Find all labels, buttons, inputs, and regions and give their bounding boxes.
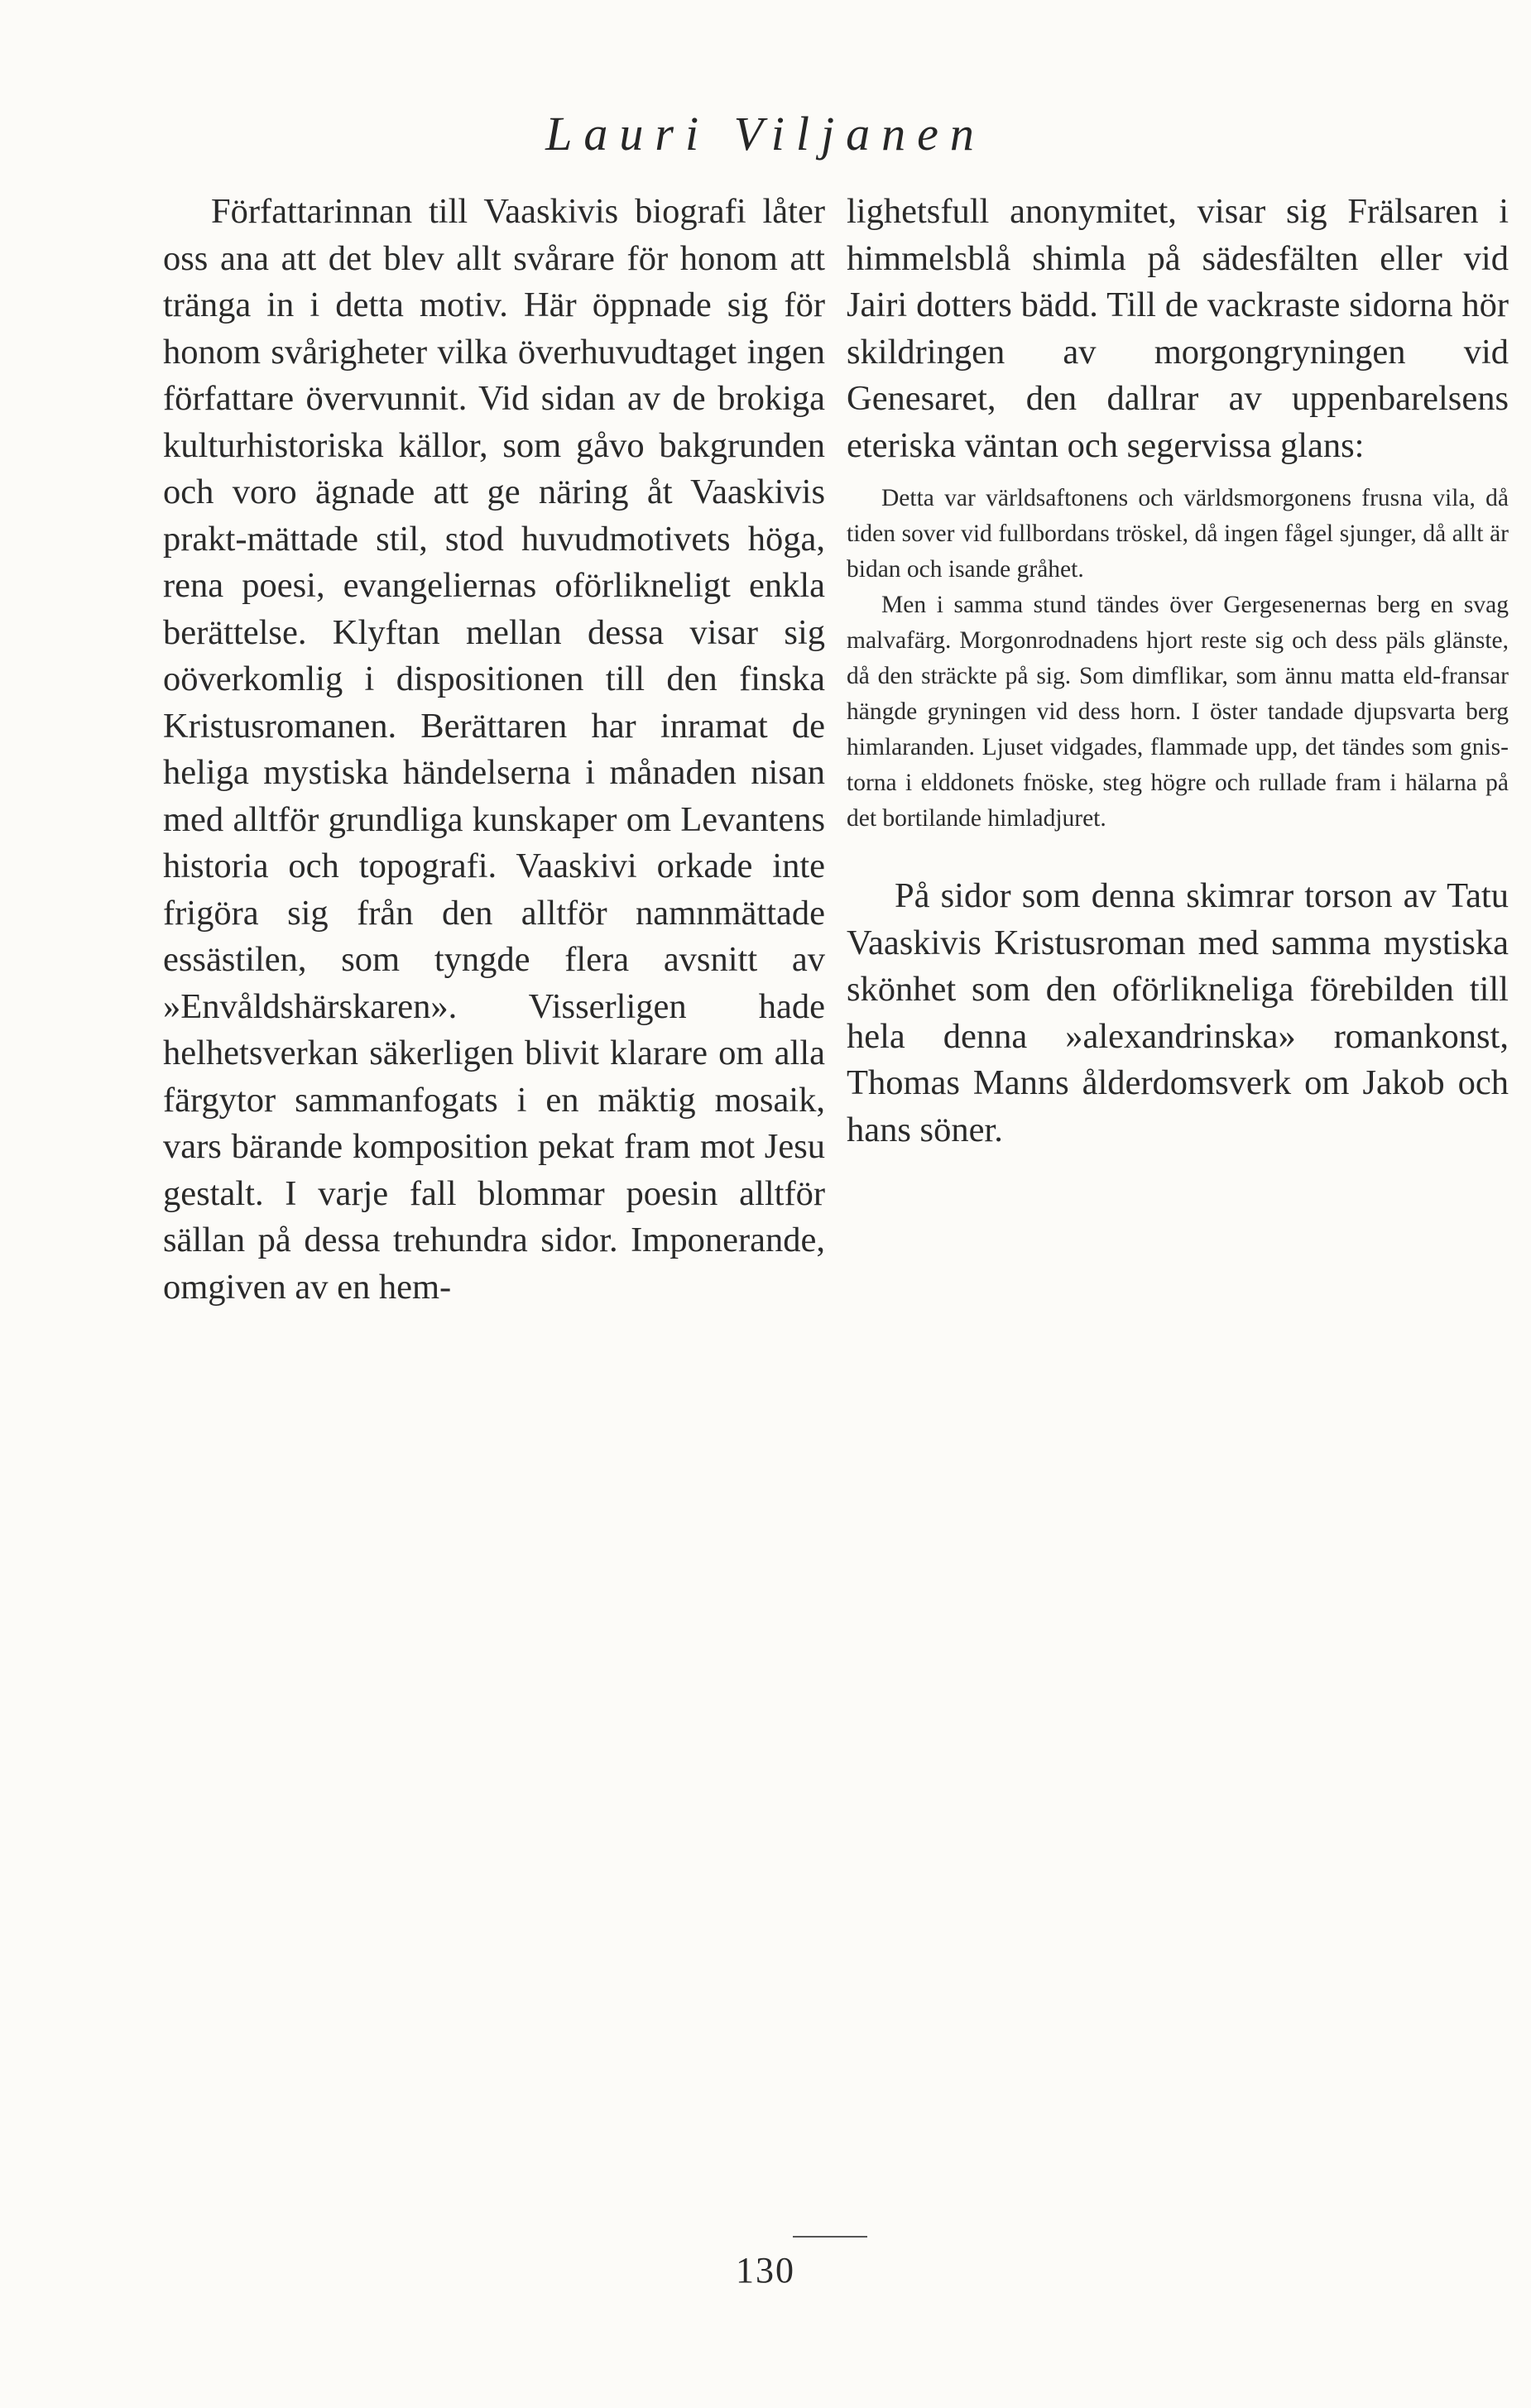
closing-paragraph: På sidor som denna skimrar torson av Tatu Vaaskivis Kristusroman med samma mystiska skönhet som den oförlikneliga förebilden till hela denna »alexandrinska» romankonst, Thomas Manns ålderdomsverk om Jakob och hans söner. xyxy=(847,876,1509,1149)
body-paragraph-continued: lighetsfull anonymitet, visar sig Frälsaren i himmelsblå shimla på sädesfälten eller vid Jairi dotters bädd. Till de vackraste sidorna hör skildringen av morgongryningen vid Genesaret, den dallrar av uppenbarelsens eteriska väntan och segervissa glans: xyxy=(847,192,1509,465)
left-column xyxy=(163,189,825,1311)
running-title: Lauri Viljanen xyxy=(545,107,986,161)
page-number-rule xyxy=(793,2236,867,2238)
page-number: 130 xyxy=(736,2250,795,2290)
body-paragraph: Författarinnan till Vaaskivis biografi låter oss ana att det blev allt svårare för honom att tränga in i detta motiv. Här öppnade sig för honom svårigheter vilka överhuvudtaget ingen författare övervunnit. Vid sidan av de brokiga kulturhistoriska källor, som gåvo bakgrunden och voro ägnade att ge näring åt Vaaskivis prakt-mättade stil, stod huvudmotivets höga, rena poesi, evangeliernas oförlikneligt enkla berättelse. Klyftan mellan dessa visar sig oöverkomlig i dispositionen till den finska Kristusromanen. Berättaren har inramat de heliga mystiska händelserna i månaden nisan med alltför grundliga kunskaper om Levantens historia och topografi. Vaaskivi orkade inte frigöra sig från den alltför namnmättade essästilen, som tyngde flera avsnitt av »Envåldshärskaren». Visserligen hade helhetsverkan säkerligen blivit klarare om alla färgytor sammanfogats i en mäktig mosaik, vars bärande komposition pekat fram mot Jesu gestalt. I varje fall blommar poesin alltför sällan på dessa trehundra sidor. Imponerande, omgiven av en hem- xyxy=(163,192,825,1307)
block-quote-2: Men i samma stund tändes över Gergesenernas berg en svag malvafärg. Morgonrodnadens hjort reste sig och dess päls glänste, då den sträckte på sig. Som dimflikar, som ännu matta eld-fransar hängde gryningen vid dess horn. I öster tandade djupsvarta berg himlaranden. Ljuset vidgades, flammade upp, det tändes som gnis-torna i elddonets fnöske, steg högre och rullade fram i hälarna på det bortilande himladjuret. xyxy=(847,592,1509,832)
block-quote-1: Detta var världsaftonens och världsmorgonens frusna vila, då tiden sover vid fullbordans tröskel, då ingen fågel sjunger, då allt är bidan och isande gråhet. xyxy=(847,485,1509,583)
right-column xyxy=(847,189,1509,1154)
